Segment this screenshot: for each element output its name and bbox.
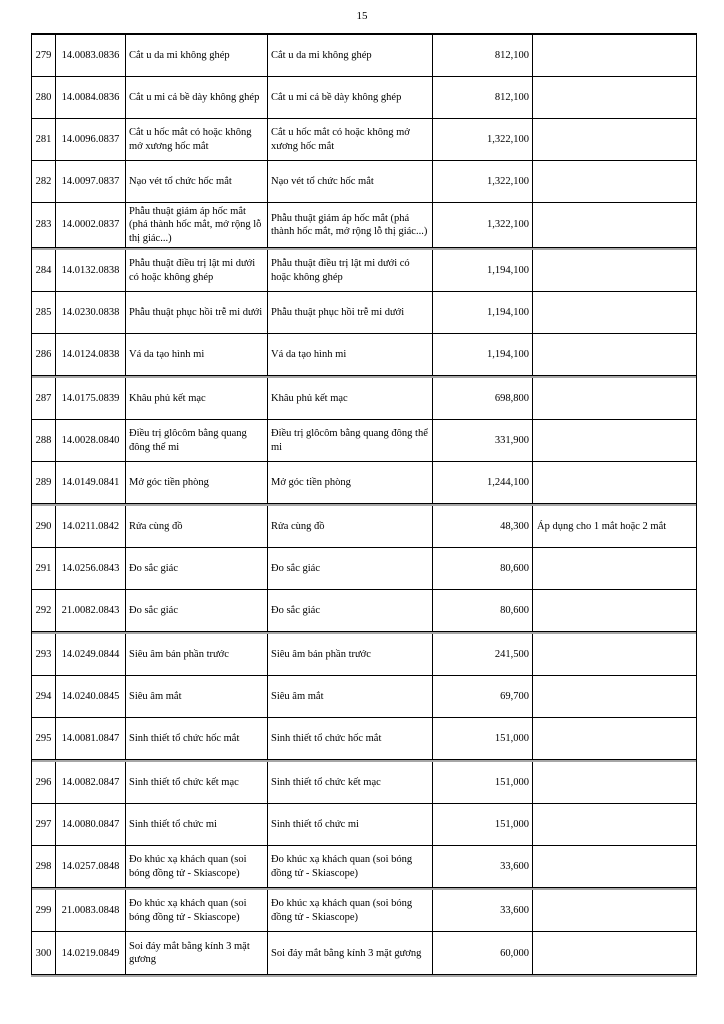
table-row xyxy=(32,932,696,974)
service-code-cell: 14.0211.0842 xyxy=(56,506,126,547)
row-number-cell: 279 xyxy=(32,35,56,76)
price-cell: 69,700 xyxy=(433,676,533,717)
note-cell xyxy=(533,420,696,461)
note-cell xyxy=(533,846,696,887)
service-name-cell: Phẫu thuật phục hồi trễ mi dưới xyxy=(126,292,268,333)
service-name-equivalent-cell: Soi đáy mắt bằng kính 3 mặt gương xyxy=(268,932,433,974)
note-cell xyxy=(533,250,696,291)
table-row xyxy=(32,420,696,462)
row-number-cell: 299 xyxy=(32,890,56,931)
table-row xyxy=(32,548,696,590)
note-cell xyxy=(533,804,696,845)
table-row xyxy=(32,161,696,203)
price-cell: 1,322,100 xyxy=(433,203,533,247)
service-name-cell: Nạo vét tổ chức hốc mắt xyxy=(126,161,268,202)
price-cell: 331,900 xyxy=(433,420,533,461)
price-cell: 241,500 xyxy=(433,634,533,675)
service-name-cell: Sinh thiết tổ chức hốc mắt xyxy=(126,718,268,759)
service-name-equivalent-cell: Rửa cùng đồ xyxy=(268,506,433,547)
row-number-cell: 288 xyxy=(32,420,56,461)
price-cell: 48,300 xyxy=(433,506,533,547)
service-code-cell: 14.0219.0849 xyxy=(56,932,126,974)
service-code-cell: 14.0149.0841 xyxy=(56,462,126,503)
service-name-equivalent-cell: Siêu âm bán phần trước xyxy=(268,634,433,675)
service-name-cell: Đo khúc xạ khách quan (soi bóng đồng tử - Skiascope) xyxy=(126,890,268,931)
price-table-wrapper xyxy=(31,33,697,977)
table-row xyxy=(32,378,696,420)
price-cell: 60,000 xyxy=(433,932,533,974)
price-cell: 1,194,100 xyxy=(433,250,533,291)
service-name-cell: Đo khúc xạ khách quan (soi bóng đồng tử - Skiascope) xyxy=(126,846,268,887)
row-number-cell: 294 xyxy=(32,676,56,717)
price-cell: 80,600 xyxy=(433,548,533,589)
service-name-equivalent-cell: Nạo vét tổ chức hốc mắt xyxy=(268,161,433,202)
table-row xyxy=(32,590,696,632)
table-row xyxy=(32,250,696,292)
service-name-equivalent-cell: Vá da tạo hình mi xyxy=(268,334,433,375)
price-cell: 1,194,100 xyxy=(433,334,533,375)
price-cell: 1,322,100 xyxy=(433,161,533,202)
note-cell xyxy=(533,548,696,589)
table-row xyxy=(32,676,696,718)
page-number: 15 xyxy=(356,10,368,22)
price-table xyxy=(31,33,697,975)
service-name-cell: Siêu âm mắt xyxy=(126,676,268,717)
note-cell xyxy=(533,378,696,419)
service-name-cell: Phẫu thuật giảm áp hốc mắt (phá thành hốc mắt, mở rộng lỗ thị giác...) xyxy=(126,203,268,247)
table-row xyxy=(32,762,696,804)
table-row xyxy=(32,804,696,846)
note-cell xyxy=(533,161,696,202)
price-cell: 151,000 xyxy=(433,718,533,759)
price-cell: 698,800 xyxy=(433,378,533,419)
price-cell: 1,322,100 xyxy=(433,119,533,160)
service-name-equivalent-cell: Sinh thiết tổ chức mi xyxy=(268,804,433,845)
price-cell: 1,244,100 xyxy=(433,462,533,503)
service-code-cell: 14.0096.0837 xyxy=(56,119,126,160)
price-cell: 151,000 xyxy=(433,804,533,845)
table-row xyxy=(32,77,696,119)
row-number-cell: 300 xyxy=(32,932,56,974)
table-row xyxy=(32,890,696,932)
table-row xyxy=(32,292,696,334)
row-number-cell: 295 xyxy=(32,718,56,759)
row-number-cell: 297 xyxy=(32,804,56,845)
service-name-cell: Rửa cùng đồ xyxy=(126,506,268,547)
row-number-cell: 298 xyxy=(32,846,56,887)
row-number-cell: 281 xyxy=(32,119,56,160)
service-name-equivalent-cell: Phẫu thuật phục hồi trễ mi dưới xyxy=(268,292,433,333)
service-name-equivalent-cell: Siêu âm mắt xyxy=(268,676,433,717)
service-name-cell: Cắt u mi cả bề dày không ghép xyxy=(126,77,268,118)
service-name-equivalent-cell: Mở góc tiền phòng xyxy=(268,462,433,503)
row-number-cell: 280 xyxy=(32,77,56,118)
note-cell xyxy=(533,718,696,759)
note-cell xyxy=(533,634,696,675)
price-cell: 33,600 xyxy=(433,846,533,887)
service-name-cell: Cắt u da mi không ghép xyxy=(126,35,268,76)
service-name-cell: Vá da tạo hình mi xyxy=(126,334,268,375)
service-name-cell: Sinh thiết tổ chức mi xyxy=(126,804,268,845)
service-name-equivalent-cell: Cắt u da mi không ghép xyxy=(268,35,433,76)
note-cell xyxy=(533,35,696,76)
service-code-cell: 14.0080.0847 xyxy=(56,804,126,845)
page-break-divider xyxy=(31,975,697,977)
table-row xyxy=(32,334,696,376)
service-name-equivalent-cell: Cắt u hốc mắt có hoặc không mở xương hốc mắt xyxy=(268,119,433,160)
service-name-equivalent-cell: Đo sắc giác xyxy=(268,590,433,631)
service-code-cell: 21.0083.0848 xyxy=(56,890,126,931)
row-number-cell: 284 xyxy=(32,250,56,291)
row-number-cell: 286 xyxy=(32,334,56,375)
note-cell: Áp dụng cho 1 mắt hoặc 2 mắt xyxy=(537,521,667,533)
table-row xyxy=(32,203,696,248)
service-name-equivalent-cell: Đo khúc xạ khách quan (soi bóng đồng tử - Skiascope) xyxy=(268,846,433,887)
row-number-cell: 289 xyxy=(32,462,56,503)
service-code-cell: 14.0240.0845 xyxy=(56,676,126,717)
table-row xyxy=(32,35,696,77)
service-name-cell: Cắt u hốc mắt có hoặc không mở xương hốc mắt xyxy=(126,119,268,160)
table-row xyxy=(32,846,696,888)
price-cell: 812,100 xyxy=(433,35,533,76)
service-name-equivalent-cell: Phẫu thuật điều trị lật mi dưới có hoặc không ghép xyxy=(268,250,433,291)
price-cell: 151,000 xyxy=(433,762,533,803)
table-row xyxy=(32,718,696,760)
service-code-cell: 14.0230.0838 xyxy=(56,292,126,333)
price-cell: 812,100 xyxy=(433,77,533,118)
service-code-cell: 14.0175.0839 xyxy=(56,378,126,419)
note-cell xyxy=(533,676,696,717)
service-name-cell: Sinh thiết tổ chức kết mạc xyxy=(126,762,268,803)
row-number-cell: 282 xyxy=(32,161,56,202)
service-code-cell: 14.0097.0837 xyxy=(56,161,126,202)
row-number-cell: 291 xyxy=(32,548,56,589)
table-row xyxy=(32,506,696,548)
row-number-cell: 290 xyxy=(32,506,56,547)
note-cell xyxy=(533,203,696,247)
note-cell xyxy=(533,334,696,375)
service-code-cell: 14.0124.0838 xyxy=(56,334,126,375)
service-name-equivalent-cell: Khâu phủ kết mạc xyxy=(268,378,433,419)
row-number-cell: 285 xyxy=(32,292,56,333)
note-cell xyxy=(533,77,696,118)
table-row xyxy=(32,119,696,161)
service-code-cell: 14.0132.0838 xyxy=(56,250,126,291)
table-row xyxy=(32,462,696,504)
service-code-cell: 21.0082.0843 xyxy=(56,590,126,631)
service-code-cell: 14.0028.0840 xyxy=(56,420,126,461)
note-cell xyxy=(533,119,696,160)
note-cell xyxy=(533,462,696,503)
note-cell xyxy=(533,762,696,803)
service-name-cell: Khâu phủ kết mạc xyxy=(126,378,268,419)
service-code-cell: 14.0257.0848 xyxy=(56,846,126,887)
service-name-cell: Mở góc tiền phòng xyxy=(126,462,268,503)
service-name-equivalent-cell: Đo khúc xạ khách quan (soi bóng đồng tử - Skiascope) xyxy=(268,890,433,931)
service-name-cell: Điều trị glôcôm bằng quang đông thể mi xyxy=(126,420,268,461)
service-name-equivalent-cell: Đo sắc giác xyxy=(268,548,433,589)
service-name-equivalent-cell: Sinh thiết tổ chức hốc mắt xyxy=(268,718,433,759)
service-name-equivalent-cell: Phẫu thuật giảm áp hốc mắt (phá thành hốc mắt, mở rộng lỗ thị giác...) xyxy=(268,203,433,247)
service-code-cell: 14.0084.0836 xyxy=(56,77,126,118)
row-number-cell: 287 xyxy=(32,378,56,419)
note-cell xyxy=(533,590,696,631)
service-name-equivalent-cell: Điều trị glôcôm bằng quang đông thể mi xyxy=(268,420,433,461)
service-name-equivalent-cell: Cắt u mi cả bề dày không ghép xyxy=(268,77,433,118)
row-number-cell: 296 xyxy=(32,762,56,803)
service-code-cell: 14.0081.0847 xyxy=(56,718,126,759)
row-number-cell: 292 xyxy=(32,590,56,631)
service-name-equivalent-cell: Sinh thiết tổ chức kết mạc xyxy=(268,762,433,803)
note-cell xyxy=(533,932,696,974)
service-code-cell: 14.0249.0844 xyxy=(56,634,126,675)
service-code-cell: 14.0083.0836 xyxy=(56,35,126,76)
price-cell: 33,600 xyxy=(433,890,533,931)
service-code-cell: 14.0082.0847 xyxy=(56,762,126,803)
row-number-cell: 283 xyxy=(32,203,56,247)
service-code-cell: 14.0256.0843 xyxy=(56,548,126,589)
price-cell: 1,194,100 xyxy=(433,292,533,333)
service-name-cell: Đo sắc giác xyxy=(126,548,268,589)
note-cell xyxy=(533,292,696,333)
note-cell xyxy=(533,890,696,931)
service-name-cell: Đo sắc giác xyxy=(126,590,268,631)
table-row xyxy=(32,634,696,676)
service-name-cell: Siêu âm bán phần trước xyxy=(126,634,268,675)
price-cell: 80,600 xyxy=(433,590,533,631)
row-number-cell: 293 xyxy=(32,634,56,675)
service-name-cell: Soi đáy mắt bằng kính 3 mặt gương xyxy=(126,932,268,974)
service-code-cell: 14.0002.0837 xyxy=(56,203,126,247)
service-name-cell: Phẫu thuật điều trị lật mi dưới có hoặc không ghép xyxy=(126,250,268,291)
